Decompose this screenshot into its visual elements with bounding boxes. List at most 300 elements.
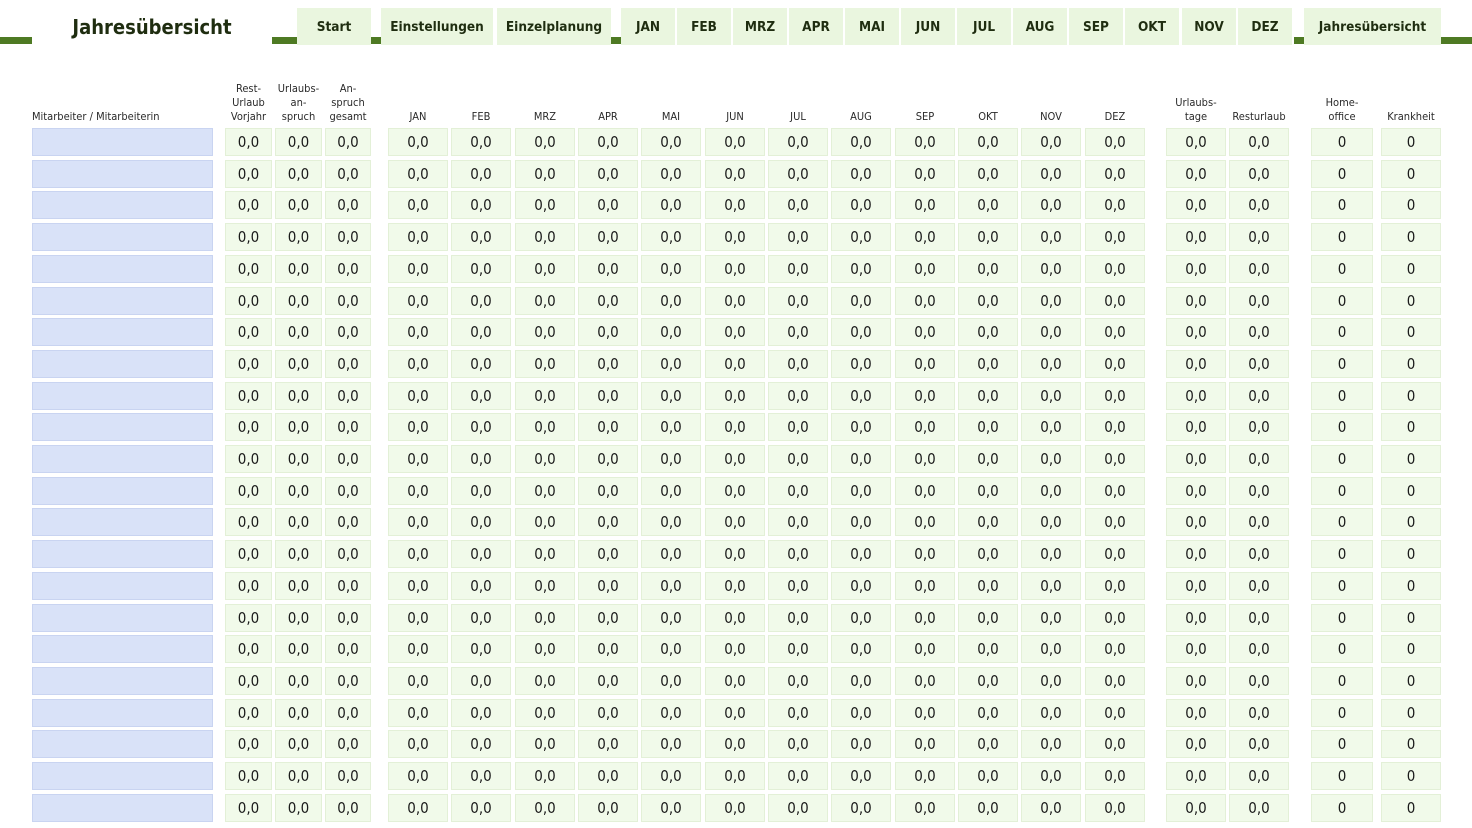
cell-jan: 0,0	[388, 794, 448, 822]
cell-urlaubsanspruch: 0,0	[275, 255, 322, 283]
cell-dez: 0,0	[1085, 128, 1145, 156]
cell-rest_vorjahr: 0,0	[225, 160, 272, 188]
cell-jun: 0,0	[705, 128, 765, 156]
cell-apr: 0,0	[578, 730, 638, 758]
cell-dez: 0,0	[1085, 191, 1145, 219]
cell-feb: 0,0	[451, 223, 511, 251]
cell-sep: 0,0	[895, 445, 955, 473]
cell-mai: 0,0	[641, 667, 701, 695]
cell-jun: 0,0	[705, 762, 765, 790]
cell-homeoffice: 0	[1311, 318, 1373, 346]
cell-urlaubsanspruch: 0,0	[275, 160, 322, 188]
cell-urlaubstage: 0,0	[1166, 413, 1226, 441]
column-header-apr	[578, 78, 638, 124]
cell-dez: 0,0	[1085, 508, 1145, 536]
cell-jun: 0,0	[705, 445, 765, 473]
nav-button-nov[interactable]: NOV	[1182, 8, 1236, 45]
cell-jun: 0,0	[705, 350, 765, 378]
cell-urlaubsanspruch: 0,0	[275, 382, 322, 410]
employee-name-cell[interactable]	[32, 318, 213, 346]
nav-button-jan[interactable]: JAN	[621, 8, 675, 45]
cell-krankheit: 0	[1381, 223, 1441, 251]
cell-resturlaub: 0,0	[1229, 667, 1289, 695]
cell-urlaubstage: 0,0	[1166, 287, 1226, 315]
employee-name-cell[interactable]	[32, 128, 213, 156]
cell-aug: 0,0	[831, 762, 891, 790]
cell-urlaubstage: 0,0	[1166, 730, 1226, 758]
cell-jan: 0,0	[388, 699, 448, 727]
cell-dez: 0,0	[1085, 540, 1145, 568]
cell-urlaubstage: 0,0	[1166, 223, 1226, 251]
cell-urlaubstage: 0,0	[1166, 160, 1226, 188]
cell-rest_vorjahr: 0,0	[225, 382, 272, 410]
cell-aug: 0,0	[831, 794, 891, 822]
cell-jul: 0,0	[768, 508, 828, 536]
employee-name-cell[interactable]	[32, 604, 213, 632]
cell-feb: 0,0	[451, 540, 511, 568]
cell-apr: 0,0	[578, 128, 638, 156]
cell-anspruch_gesamt: 0,0	[325, 382, 371, 410]
cell-nov: 0,0	[1021, 382, 1081, 410]
employee-name-cell[interactable]	[32, 350, 213, 378]
cell-nov: 0,0	[1021, 413, 1081, 441]
cell-krankheit: 0	[1381, 413, 1441, 441]
employee-name-cell[interactable]	[32, 730, 213, 758]
cell-rest_vorjahr: 0,0	[225, 191, 272, 219]
cell-urlaubstage: 0,0	[1166, 794, 1226, 822]
cell-resturlaub: 0,0	[1229, 604, 1289, 632]
nav-button-sep[interactable]: SEP	[1069, 8, 1123, 45]
cell-okt: 0,0	[958, 477, 1018, 505]
column-header-label: MRZ	[533, 110, 557, 123]
nav-button-einzelplanung[interactable]: Einzelplanung	[497, 8, 611, 45]
cell-dez: 0,0	[1085, 160, 1145, 188]
nav-accent-bar	[611, 37, 621, 44]
cell-apr: 0,0	[578, 572, 638, 600]
cell-resturlaub: 0,0	[1229, 413, 1289, 441]
column-header-mrz	[515, 78, 575, 124]
column-header-resturlaub	[1229, 78, 1289, 124]
cell-krankheit: 0	[1381, 350, 1441, 378]
cell-krankheit: 0	[1381, 160, 1441, 188]
cell-resturlaub: 0,0	[1229, 318, 1289, 346]
cell-urlaubsanspruch: 0,0	[275, 413, 322, 441]
cell-krankheit: 0	[1381, 318, 1441, 346]
cell-dez: 0,0	[1085, 604, 1145, 632]
cell-sep: 0,0	[895, 540, 955, 568]
cell-mrz: 0,0	[515, 635, 575, 663]
column-header-label: Home- office	[1325, 96, 1359, 123]
cell-jan: 0,0	[388, 287, 448, 315]
cell-jan: 0,0	[388, 572, 448, 600]
cell-rest_vorjahr: 0,0	[225, 445, 272, 473]
cell-dez: 0,0	[1085, 794, 1145, 822]
cell-sep: 0,0	[895, 699, 955, 727]
employee-name-cell[interactable]	[32, 255, 213, 283]
column-header-mai	[641, 78, 701, 124]
cell-mrz: 0,0	[515, 160, 575, 188]
cell-homeoffice: 0	[1311, 223, 1373, 251]
nav-button-feb[interactable]: FEB	[677, 8, 731, 45]
column-header-sep	[895, 78, 955, 124]
cell-rest_vorjahr: 0,0	[225, 730, 272, 758]
cell-jul: 0,0	[768, 191, 828, 219]
cell-jun: 0,0	[705, 540, 765, 568]
cell-apr: 0,0	[578, 191, 638, 219]
cell-krankheit: 0	[1381, 255, 1441, 283]
cell-urlaubsanspruch: 0,0	[275, 604, 322, 632]
cell-krankheit: 0	[1381, 667, 1441, 695]
cell-apr: 0,0	[578, 699, 638, 727]
column-header-label: Rest- Urlaub Vorjahr	[230, 82, 267, 123]
cell-nov: 0,0	[1021, 635, 1081, 663]
cell-urlaubstage: 0,0	[1166, 762, 1226, 790]
cell-rest_vorjahr: 0,0	[225, 572, 272, 600]
employee-name-cell[interactable]	[32, 382, 213, 410]
cell-homeoffice: 0	[1311, 160, 1373, 188]
cell-sep: 0,0	[895, 762, 955, 790]
cell-jun: 0,0	[705, 318, 765, 346]
cell-anspruch_gesamt: 0,0	[325, 287, 371, 315]
cell-aug: 0,0	[831, 667, 891, 695]
cell-aug: 0,0	[831, 382, 891, 410]
column-header-label: DEZ	[1104, 110, 1126, 123]
cell-jan: 0,0	[388, 128, 448, 156]
cell-apr: 0,0	[578, 445, 638, 473]
cell-krankheit: 0	[1381, 382, 1441, 410]
cell-dez: 0,0	[1085, 382, 1145, 410]
cell-mai: 0,0	[641, 477, 701, 505]
employee-name-cell[interactable]	[32, 287, 213, 315]
employee-name-cell[interactable]	[32, 508, 213, 536]
cell-sep: 0,0	[895, 572, 955, 600]
cell-dez: 0,0	[1085, 255, 1145, 283]
cell-apr: 0,0	[578, 382, 638, 410]
cell-jun: 0,0	[705, 477, 765, 505]
employee-name-cell[interactable]	[32, 762, 213, 790]
cell-anspruch_gesamt: 0,0	[325, 667, 371, 695]
cell-urlaubstage: 0,0	[1166, 191, 1226, 219]
cell-okt: 0,0	[958, 730, 1018, 758]
cell-mrz: 0,0	[515, 287, 575, 315]
cell-sep: 0,0	[895, 508, 955, 536]
cell-urlaubsanspruch: 0,0	[275, 730, 322, 758]
cell-okt: 0,0	[958, 382, 1018, 410]
cell-dez: 0,0	[1085, 730, 1145, 758]
cell-jul: 0,0	[768, 699, 828, 727]
column-header-dez	[1085, 78, 1145, 124]
cell-mai: 0,0	[641, 794, 701, 822]
cell-anspruch_gesamt: 0,0	[325, 191, 371, 219]
cell-urlaubsanspruch: 0,0	[275, 508, 322, 536]
cell-resturlaub: 0,0	[1229, 635, 1289, 663]
cell-mrz: 0,0	[515, 508, 575, 536]
nav-button-jul[interactable]: JUL	[957, 8, 1011, 45]
column-header-label: NOV	[1040, 110, 1062, 123]
cell-homeoffice: 0	[1311, 445, 1373, 473]
cell-jan: 0,0	[388, 223, 448, 251]
cell-homeoffice: 0	[1311, 191, 1373, 219]
cell-feb: 0,0	[451, 350, 511, 378]
nav-button-mai[interactable]: MAI	[845, 8, 899, 45]
cell-sep: 0,0	[895, 730, 955, 758]
cell-jul: 0,0	[768, 762, 828, 790]
cell-urlaubsanspruch: 0,0	[275, 223, 322, 251]
cell-jul: 0,0	[768, 445, 828, 473]
cell-aug: 0,0	[831, 191, 891, 219]
cell-rest_vorjahr: 0,0	[225, 128, 272, 156]
cell-mrz: 0,0	[515, 667, 575, 695]
cell-feb: 0,0	[451, 635, 511, 663]
cell-dez: 0,0	[1085, 223, 1145, 251]
cell-dez: 0,0	[1085, 413, 1145, 441]
cell-mrz: 0,0	[515, 477, 575, 505]
cell-feb: 0,0	[451, 191, 511, 219]
column-header-rest_vorjahr	[225, 78, 272, 124]
employee-name-cell[interactable]	[32, 540, 213, 568]
cell-jan: 0,0	[388, 445, 448, 473]
nav-button-dez[interactable]: DEZ	[1238, 8, 1292, 45]
cell-krankheit: 0	[1381, 445, 1441, 473]
cell-feb: 0,0	[451, 255, 511, 283]
employee-name-cell[interactable]	[32, 635, 213, 663]
nav-accent-bar	[0, 37, 32, 44]
cell-sep: 0,0	[895, 350, 955, 378]
cell-anspruch_gesamt: 0,0	[325, 445, 371, 473]
cell-rest_vorjahr: 0,0	[225, 762, 272, 790]
cell-dez: 0,0	[1085, 287, 1145, 315]
employee-name-cell[interactable]	[32, 667, 213, 695]
cell-krankheit: 0	[1381, 508, 1441, 536]
nav-button-apr[interactable]: APR	[789, 8, 843, 45]
cell-homeoffice: 0	[1311, 635, 1373, 663]
cell-krankheit: 0	[1381, 191, 1441, 219]
cell-anspruch_gesamt: 0,0	[325, 318, 371, 346]
cell-okt: 0,0	[958, 191, 1018, 219]
cell-mrz: 0,0	[515, 540, 575, 568]
cell-aug: 0,0	[831, 413, 891, 441]
cell-nov: 0,0	[1021, 350, 1081, 378]
cell-urlaubstage: 0,0	[1166, 255, 1226, 283]
cell-dez: 0,0	[1085, 635, 1145, 663]
cell-sep: 0,0	[895, 667, 955, 695]
employee-name-cell[interactable]	[32, 699, 213, 727]
cell-nov: 0,0	[1021, 255, 1081, 283]
cell-urlaubstage: 0,0	[1166, 604, 1226, 632]
cell-aug: 0,0	[831, 604, 891, 632]
cell-resturlaub: 0,0	[1229, 382, 1289, 410]
employee-name-cell[interactable]	[32, 477, 213, 505]
cell-aug: 0,0	[831, 572, 891, 600]
cell-homeoffice: 0	[1311, 508, 1373, 536]
employee-name-cell[interactable]	[32, 445, 213, 473]
cell-mrz: 0,0	[515, 699, 575, 727]
employee-name-cell[interactable]	[32, 572, 213, 600]
cell-nov: 0,0	[1021, 160, 1081, 188]
cell-jun: 0,0	[705, 255, 765, 283]
cell-urlaubsanspruch: 0,0	[275, 350, 322, 378]
cell-anspruch_gesamt: 0,0	[325, 128, 371, 156]
nav-button-start[interactable]: Start	[297, 8, 371, 45]
employee-name-cell[interactable]	[32, 413, 213, 441]
cell-okt: 0,0	[958, 572, 1018, 600]
cell-homeoffice: 0	[1311, 477, 1373, 505]
cell-jun: 0,0	[705, 730, 765, 758]
cell-rest_vorjahr: 0,0	[225, 508, 272, 536]
cell-mai: 0,0	[641, 730, 701, 758]
cell-urlaubstage: 0,0	[1166, 667, 1226, 695]
cell-jun: 0,0	[705, 667, 765, 695]
nav-accent-bar	[272, 37, 297, 44]
cell-mrz: 0,0	[515, 413, 575, 441]
cell-nov: 0,0	[1021, 667, 1081, 695]
cell-feb: 0,0	[451, 699, 511, 727]
cell-jun: 0,0	[705, 635, 765, 663]
cell-apr: 0,0	[578, 635, 638, 663]
cell-aug: 0,0	[831, 540, 891, 568]
employee-name-cell[interactable]	[32, 160, 213, 188]
cell-mrz: 0,0	[515, 794, 575, 822]
cell-urlaubsanspruch: 0,0	[275, 635, 322, 663]
nav-button-einstellungen[interactable]: Einstellungen	[381, 8, 493, 45]
cell-apr: 0,0	[578, 287, 638, 315]
cell-feb: 0,0	[451, 794, 511, 822]
cell-feb: 0,0	[451, 730, 511, 758]
cell-jun: 0,0	[705, 794, 765, 822]
column-header-jul	[768, 78, 828, 124]
cell-mrz: 0,0	[515, 255, 575, 283]
cell-mai: 0,0	[641, 604, 701, 632]
cell-nov: 0,0	[1021, 572, 1081, 600]
cell-apr: 0,0	[578, 350, 638, 378]
cell-rest_vorjahr: 0,0	[225, 667, 272, 695]
cell-feb: 0,0	[451, 604, 511, 632]
cell-krankheit: 0	[1381, 477, 1441, 505]
cell-jun: 0,0	[705, 508, 765, 536]
nav-button-jun[interactable]: JUN	[901, 8, 955, 45]
cell-nov: 0,0	[1021, 318, 1081, 346]
cell-dez: 0,0	[1085, 699, 1145, 727]
cell-homeoffice: 0	[1311, 794, 1373, 822]
cell-urlaubstage: 0,0	[1166, 382, 1226, 410]
cell-jan: 0,0	[388, 604, 448, 632]
cell-krankheit: 0	[1381, 794, 1441, 822]
cell-anspruch_gesamt: 0,0	[325, 350, 371, 378]
cell-aug: 0,0	[831, 635, 891, 663]
cell-jul: 0,0	[768, 350, 828, 378]
cell-dez: 0,0	[1085, 318, 1145, 346]
cell-mai: 0,0	[641, 445, 701, 473]
cell-resturlaub: 0,0	[1229, 128, 1289, 156]
cell-homeoffice: 0	[1311, 699, 1373, 727]
nav-button-mrz[interactable]: MRZ	[733, 8, 787, 45]
cell-jan: 0,0	[388, 413, 448, 441]
cell-anspruch_gesamt: 0,0	[325, 604, 371, 632]
cell-resturlaub: 0,0	[1229, 445, 1289, 473]
header-employee: Mitarbeiter / Mitarbeiterin	[32, 110, 160, 123]
nav-button-aug[interactable]: AUG	[1013, 8, 1067, 45]
cell-homeoffice: 0	[1311, 382, 1373, 410]
cell-jul: 0,0	[768, 572, 828, 600]
cell-urlaubstage: 0,0	[1166, 508, 1226, 536]
cell-anspruch_gesamt: 0,0	[325, 794, 371, 822]
cell-mai: 0,0	[641, 160, 701, 188]
nav-button-jahresuebersicht[interactable]: Jahresübersicht	[1304, 8, 1441, 45]
cell-mai: 0,0	[641, 255, 701, 283]
cell-nov: 0,0	[1021, 477, 1081, 505]
cell-okt: 0,0	[958, 318, 1018, 346]
column-header-label: JAN	[409, 110, 427, 123]
cell-apr: 0,0	[578, 667, 638, 695]
cell-anspruch_gesamt: 0,0	[325, 255, 371, 283]
cell-jun: 0,0	[705, 699, 765, 727]
cell-apr: 0,0	[578, 540, 638, 568]
cell-homeoffice: 0	[1311, 730, 1373, 758]
cell-krankheit: 0	[1381, 604, 1441, 632]
cell-urlaubsanspruch: 0,0	[275, 794, 322, 822]
cell-jul: 0,0	[768, 730, 828, 758]
cell-mai: 0,0	[641, 572, 701, 600]
cell-nov: 0,0	[1021, 287, 1081, 315]
cell-sep: 0,0	[895, 477, 955, 505]
employee-name-cell[interactable]	[32, 191, 213, 219]
cell-nov: 0,0	[1021, 508, 1081, 536]
cell-mrz: 0,0	[515, 191, 575, 219]
cell-okt: 0,0	[958, 604, 1018, 632]
cell-urlaubsanspruch: 0,0	[275, 191, 322, 219]
cell-jan: 0,0	[388, 508, 448, 536]
cell-urlaubstage: 0,0	[1166, 699, 1226, 727]
cell-resturlaub: 0,0	[1229, 287, 1289, 315]
cell-anspruch_gesamt: 0,0	[325, 540, 371, 568]
cell-mrz: 0,0	[515, 762, 575, 790]
employee-name-cell[interactable]	[32, 794, 213, 822]
cell-rest_vorjahr: 0,0	[225, 350, 272, 378]
cell-dez: 0,0	[1085, 477, 1145, 505]
nav-button-okt[interactable]: OKT	[1125, 8, 1179, 45]
cell-jun: 0,0	[705, 572, 765, 600]
employee-name-cell[interactable]	[32, 223, 213, 251]
cell-sep: 0,0	[895, 382, 955, 410]
cell-mai: 0,0	[641, 287, 701, 315]
cell-sep: 0,0	[895, 287, 955, 315]
cell-urlaubstage: 0,0	[1166, 128, 1226, 156]
cell-jul: 0,0	[768, 160, 828, 188]
column-header-nov	[1021, 78, 1081, 124]
nav-accent-bar	[371, 37, 381, 44]
cell-nov: 0,0	[1021, 540, 1081, 568]
cell-krankheit: 0	[1381, 635, 1441, 663]
cell-homeoffice: 0	[1311, 540, 1373, 568]
cell-krankheit: 0	[1381, 699, 1441, 727]
cell-aug: 0,0	[831, 350, 891, 378]
cell-feb: 0,0	[451, 318, 511, 346]
cell-anspruch_gesamt: 0,0	[325, 572, 371, 600]
column-header-label: Resturlaub	[1232, 110, 1286, 123]
cell-okt: 0,0	[958, 508, 1018, 536]
cell-okt: 0,0	[958, 699, 1018, 727]
cell-jul: 0,0	[768, 604, 828, 632]
cell-anspruch_gesamt: 0,0	[325, 730, 371, 758]
cell-anspruch_gesamt: 0,0	[325, 160, 371, 188]
cell-jan: 0,0	[388, 540, 448, 568]
cell-feb: 0,0	[451, 667, 511, 695]
cell-sep: 0,0	[895, 635, 955, 663]
cell-mai: 0,0	[641, 540, 701, 568]
cell-homeoffice: 0	[1311, 604, 1373, 632]
cell-krankheit: 0	[1381, 762, 1441, 790]
cell-apr: 0,0	[578, 318, 638, 346]
